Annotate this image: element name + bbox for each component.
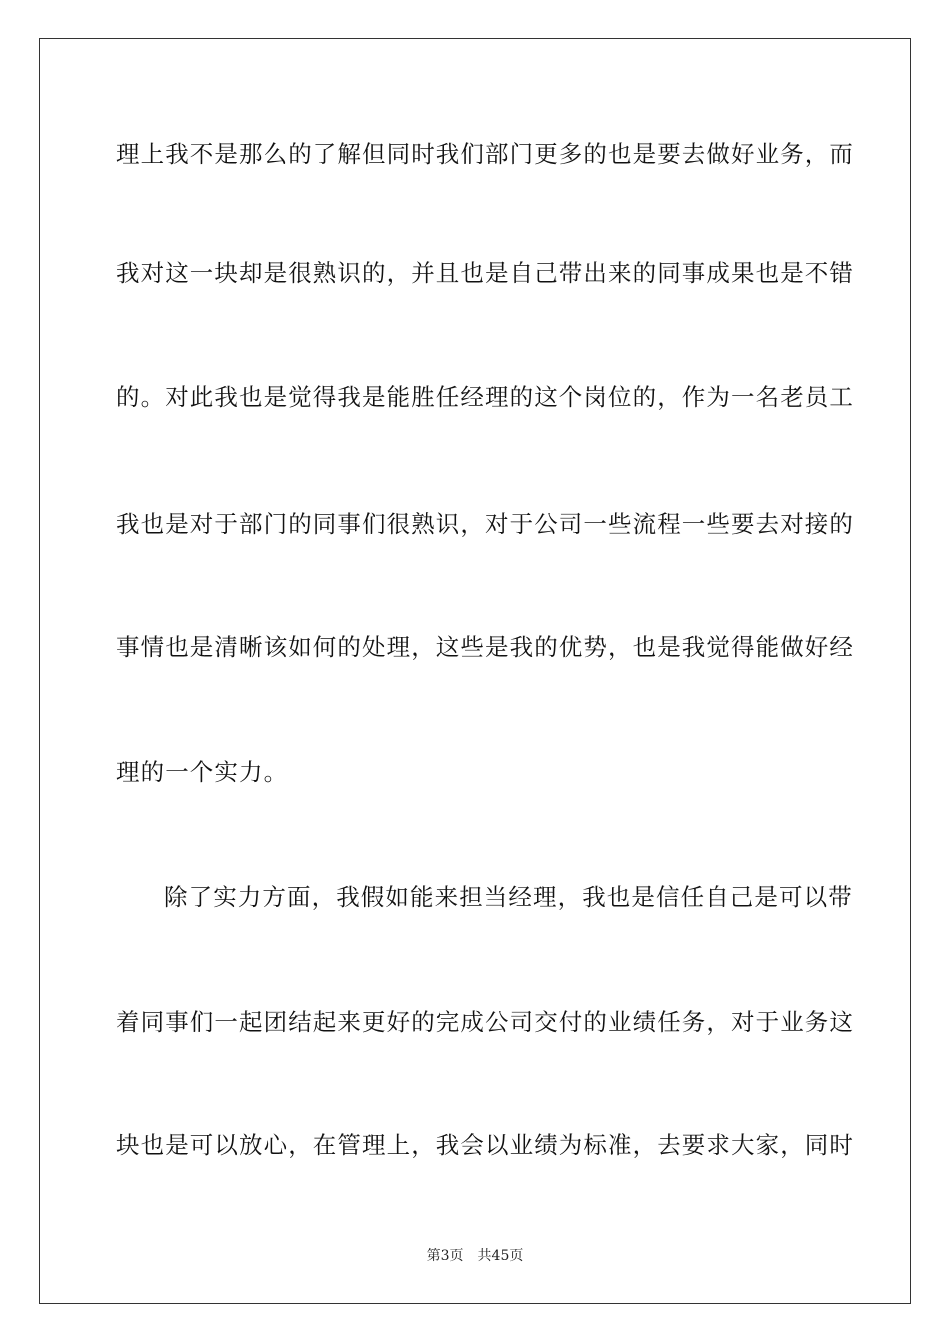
paragraph-first-line: 除了实力方面，我假如能来担当经理，我也是信任自己是可以带 [164, 883, 853, 911]
body-text-line: 我也是对于部门的同事们很熟识，对于公司一些流程一些要去对接的 [116, 510, 854, 538]
page-number: 第3页 [426, 1248, 464, 1264]
body-text-line: 的。对此我也是觉得我是能胜任经理的这个岗位的，作为一名老员工 [116, 383, 854, 411]
body-text-line: 理的一个实力。 [116, 758, 289, 786]
body-text-line: 我对这一块却是很熟识的，并且也是自己带出来的同事成果也是不错 [116, 259, 854, 287]
page-total: 共45页 [477, 1248, 524, 1264]
body-text-line: 理上我不是那么的了解但同时我们部门更多的也是要去做好业务，而 [116, 140, 854, 168]
page-footer [0, 1247, 950, 1265]
body-text-line: 着同事们一起团结起来更好的完成公司交付的业绩任务，对于业务这 [116, 1008, 854, 1036]
body-text-line: 块也是可以放心，在管理上，我会以业绩为标准，去要求大家，同时 [116, 1131, 854, 1159]
body-text-line: 事情也是清晰该如何的处理，这些是我的优势，也是我觉得能做好经 [116, 633, 854, 661]
page-border [39, 38, 911, 1304]
